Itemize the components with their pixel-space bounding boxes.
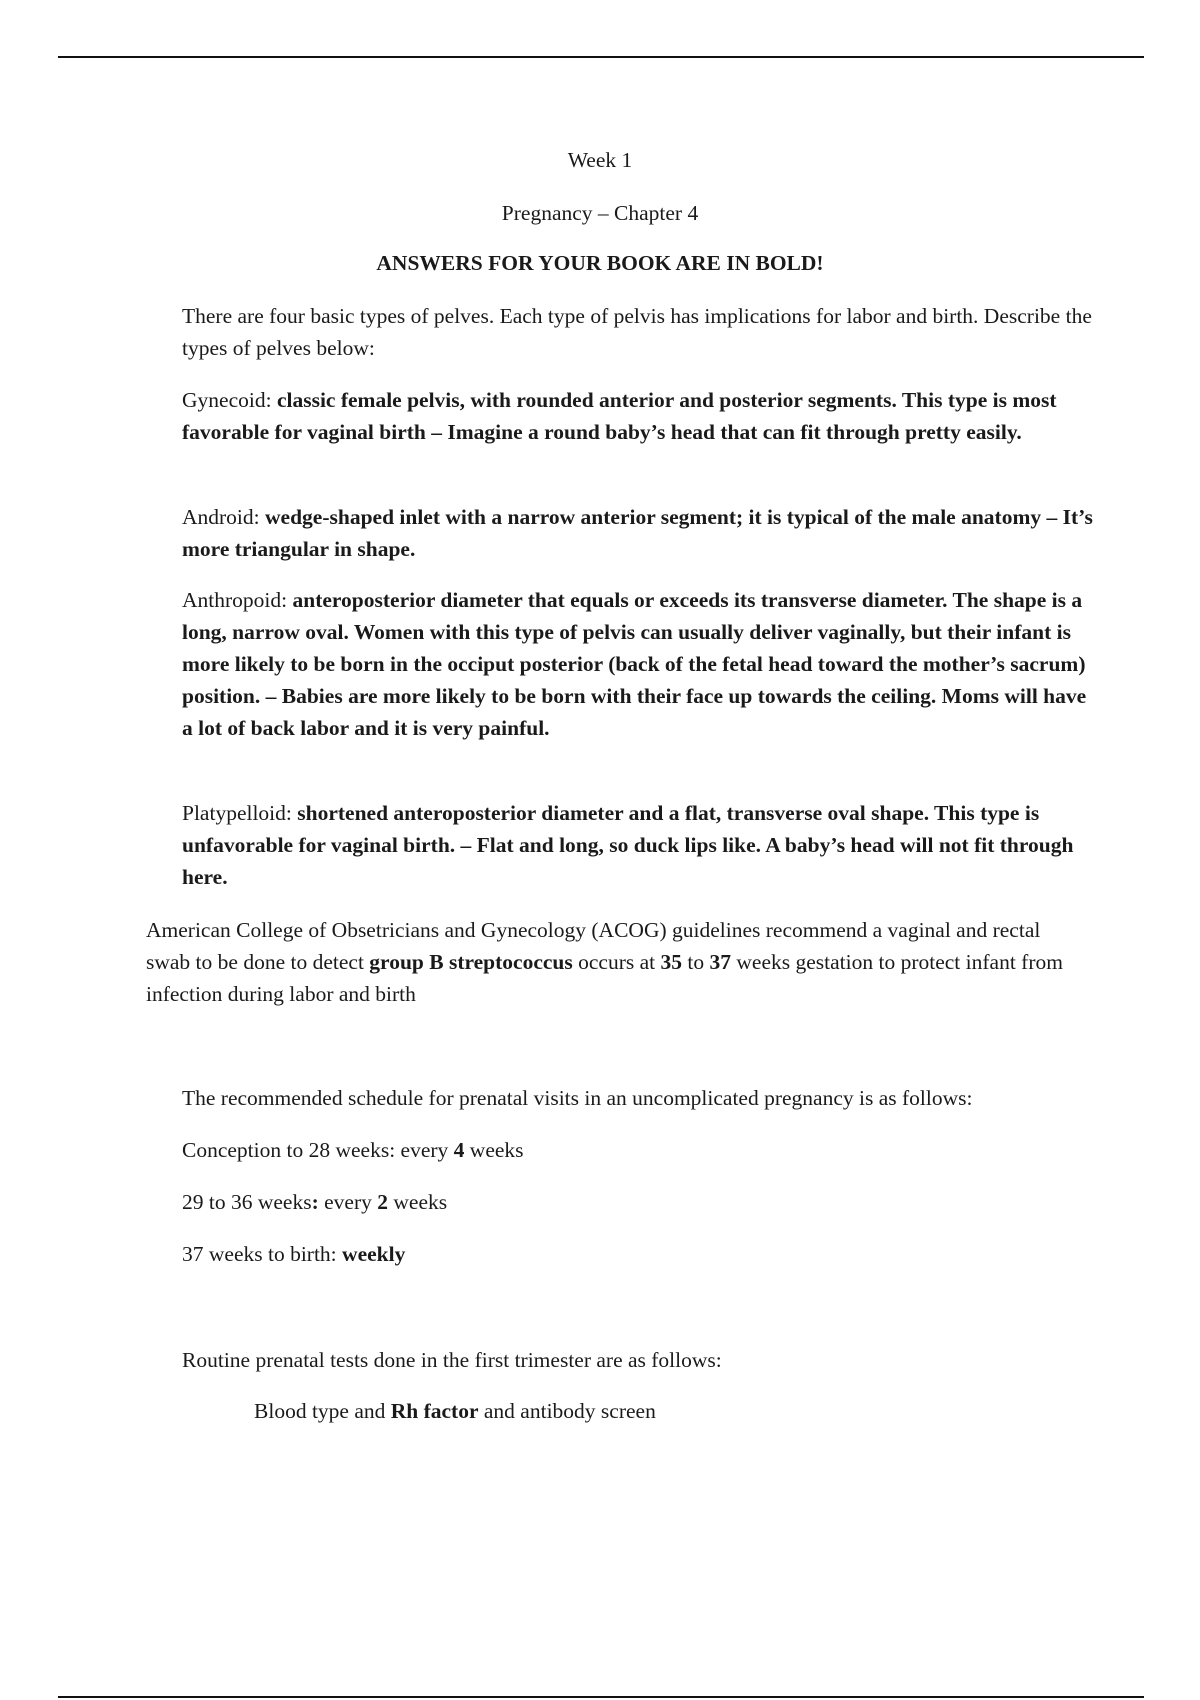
gbs-paragraph [146,914,1086,1010]
schedule-row-suffix: weeks [388,1190,448,1214]
pelvis-type-label: Gynecoid: [182,388,272,412]
pelvis-type-answer: wedge-shaped inlet with a narrow anterior segment; it is typical of the male anatomy – It’s more triangular in shape. [182,505,1093,561]
schedule-row-colon: : [311,1190,319,1214]
bottom-rule [58,1696,1144,1698]
schedule-row-29-36 [182,1186,447,1218]
gbs-text: to [682,950,710,974]
schedule-row-answer: weekly [342,1242,406,1266]
pelvis-gynecoid [182,384,1102,448]
pelvis-anthropoid [182,584,1102,744]
chapter-heading: Pregnancy – Chapter 4 [501,201,699,225]
gbs-text: weeks gestation to protect infant from infection during labor and birth [146,950,1063,1006]
test-item-text: Blood type and [254,1399,391,1423]
first-trimester-item [254,1395,656,1427]
pelvis-android [182,501,1102,565]
test-item-answer: Rh factor [390,1399,479,1423]
schedule-row-label: 29 to 36 weeks [182,1190,312,1214]
pelvis-type-label: Platypelloid: [182,801,292,825]
schedule-row-label: 37 weeks to birth: [182,1242,343,1266]
schedule-row-suffix: weeks [464,1138,524,1162]
answers-note: ANSWERS FOR YOUR BOOK ARE IN BOLD! [376,251,824,275]
pelvis-type-label: Anthropoid: [182,588,288,612]
gbs-answer-organism: group B streptococcus [369,950,573,974]
schedule-row-answer: 4 [453,1138,465,1162]
test-item-text: and antibody screen [478,1399,656,1423]
schedule-row-37-birth [182,1238,405,1270]
gbs-answer-start-week: 35 [660,950,683,974]
top-rule [58,56,1144,58]
schedule-row-answer: 2 [377,1190,388,1214]
gbs-text: American College of Obsetricians and Gynecology (ACOG) guidelines recommend a vaginal and rectal swab to be done to detect [146,918,1041,974]
pelvis-type-label: Android: [182,505,260,529]
pelvis-platypelloid [182,797,1102,893]
week-heading: Week 1 [567,148,633,172]
pelves-intro: There are four basic types of pelves. Each type of pelvis has implications for labor and birth. Describe the types of pelves below: [182,304,1092,360]
schedule-row-conception [182,1134,524,1166]
gbs-text: occurs at [572,950,661,974]
schedule-intro: The recommended schedule for prenatal visits in an uncomplicated pregnancy is as follows: [182,1086,973,1110]
schedule-row-label: Conception to 28 weeks: every [182,1138,454,1162]
pelvis-type-answer: anteroposterior diameter that equals or exceeds its transverse diameter. The shape is a long, narrow oval. Women with this type of pelvis can usually deliver vaginally, but their infant is more likely to be born in the occiput posterior (back of the fetal head toward the mother’s sacrum) position. – Babies are more likely to be born with their face up towards the ceiling. Moms will have a lot of back labor and it is very painful. [182,588,1087,740]
pelvis-type-answer: shortened anteroposterior diameter and a flat, transverse oval shape. This type is unfavorable for vaginal birth. – Flat and long, so duck lips like. A baby’s head will not fit through here. [182,801,1074,889]
first-trimester-intro: Routine prenatal tests done in the first trimester are as follows: [182,1348,722,1372]
pelvis-type-answer: classic female pelvis, with rounded anterior and posterior segments. This type is most favorable for vaginal birth – Imagine a round baby’s head that can fit through pretty easily. [182,388,1057,444]
gbs-answer-end-week: 37 [709,950,731,974]
schedule-row-mid: every [318,1190,378,1214]
